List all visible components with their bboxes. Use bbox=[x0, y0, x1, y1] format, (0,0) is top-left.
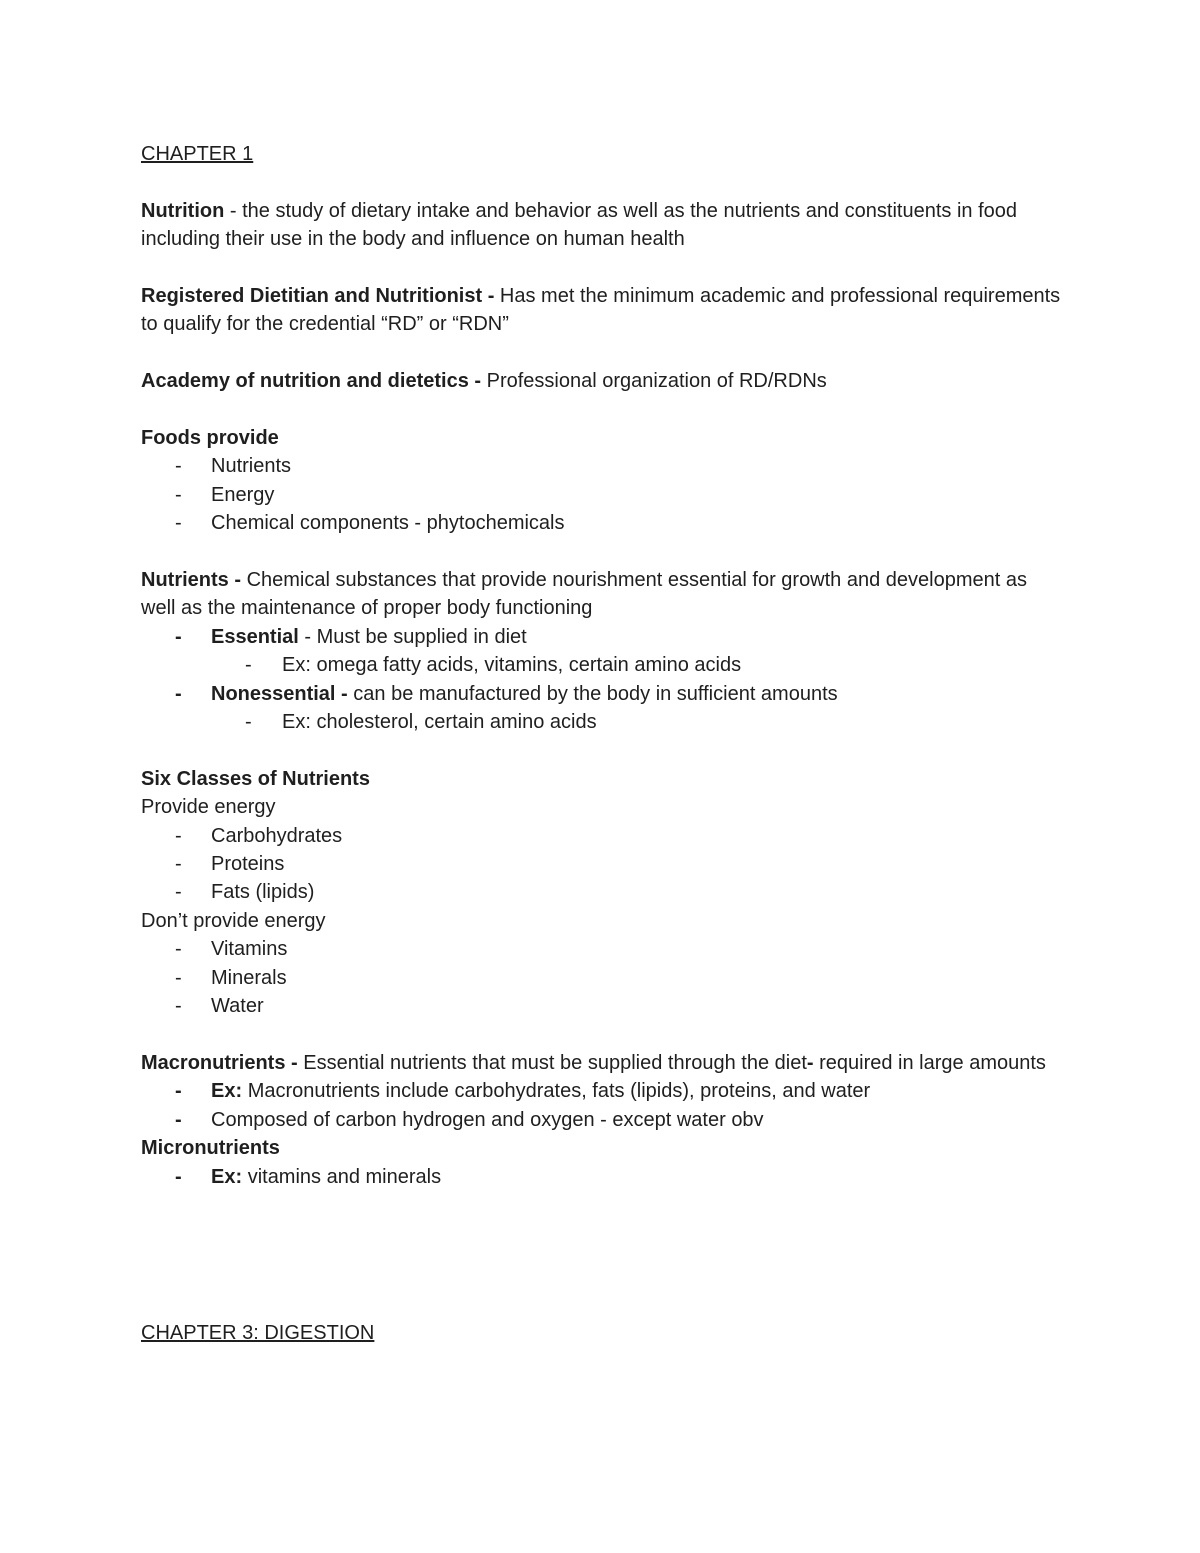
list-item-nonessential: - Nonessential - can be manufactured by the body in sufficient amounts bbox=[141, 680, 1061, 708]
bullet-dash: - bbox=[175, 483, 182, 506]
list-item: - Composed of carbon hydrogen and oxygen - except water obv bbox=[141, 1106, 1061, 1134]
list-item: - Nutrients bbox=[141, 452, 1061, 480]
bullet-dash: - bbox=[245, 711, 252, 734]
rd-definition bbox=[141, 282, 1061, 339]
bullet-dash: - bbox=[175, 625, 182, 648]
nutrients-definition bbox=[141, 566, 1061, 623]
list-item: - Minerals bbox=[141, 964, 1061, 992]
bullet-dash: - bbox=[175, 853, 182, 876]
list-item: - Chemical components - phytochemicals bbox=[141, 509, 1061, 537]
bullet-dash: - bbox=[175, 938, 182, 961]
macronutrients-definition: Macronutrients - Essential nutrients that must be supplied through the diet- required in large amounts bbox=[141, 1051, 1046, 1074]
list-item: - Fats (lipids) bbox=[141, 878, 1061, 906]
chapter-1-heading: CHAPTER 1 bbox=[141, 143, 254, 165]
list-item: - Carbohydrates bbox=[141, 822, 1061, 850]
rd-term: Registered Dietitian and Nutritionist - bbox=[141, 285, 500, 307]
rd-text: Has met the minimum academic and professional requirements to qualify for the credential “RD” or “RDN” bbox=[141, 285, 1061, 336]
list-item: - Ex: vitamins and minerals bbox=[141, 1163, 1061, 1191]
nutrition-definition bbox=[141, 197, 1061, 254]
list-subitem: - Ex: omega fatty acids, vitamins, certain amino acids bbox=[141, 651, 1061, 679]
macronutrients-term: Macronutrients - bbox=[141, 1051, 304, 1074]
bullet-dash: - bbox=[175, 512, 182, 535]
bullet-dash: - bbox=[175, 1080, 182, 1103]
bullet-dash: - bbox=[175, 966, 182, 989]
list-item: - Energy bbox=[141, 481, 1061, 509]
nutrition-text: - the study of dietary intake and behavior as well as the nutrients and constituents in food including their use in the body and influence on human health bbox=[141, 199, 1018, 251]
provide-energy-label: Provide energy bbox=[141, 796, 276, 819]
bullet-dash: - bbox=[175, 682, 182, 705]
list-item: - Proteins bbox=[141, 850, 1061, 878]
list-subitem: - Ex: cholesterol, certain amino acids bbox=[141, 708, 1061, 736]
bullet-dash: - bbox=[175, 1108, 182, 1131]
list-item: - Ex: Macronutrients include carbohydrates, fats (lipids), proteins, and water bbox=[141, 1077, 1061, 1105]
document-body bbox=[141, 140, 1061, 1347]
nutrients-text: Chemical substances that provide nourishment essential for growth and development as well as the maintenance of proper body functioning bbox=[141, 569, 1027, 620]
bullet-dash: - bbox=[175, 824, 182, 847]
bullet-dash: - bbox=[245, 654, 252, 677]
six-classes-heading: Six Classes of Nutrients bbox=[141, 767, 370, 790]
bullet-dash: - bbox=[175, 995, 182, 1018]
nutrients-term: Nutrients - bbox=[141, 569, 247, 592]
no-energy-label: Don’t provide energy bbox=[141, 909, 326, 932]
foods-provide-heading: Foods provide bbox=[141, 427, 279, 449]
academy-term: Academy of nutrition and dietetics - bbox=[141, 370, 487, 393]
academy-definition bbox=[141, 367, 1061, 395]
bullet-dash: - bbox=[175, 455, 182, 478]
list-item-essential: - Essential - Must be supplied in diet bbox=[141, 623, 1061, 651]
list-item: - Vitamins bbox=[141, 935, 1061, 963]
chapter-3-heading: CHAPTER 3: DIGESTION bbox=[141, 1321, 375, 1344]
bullet-dash: - bbox=[175, 881, 182, 904]
bullet-dash: - bbox=[175, 1165, 182, 1188]
academy-text: Professional organization of RD/RDNs bbox=[486, 370, 827, 393]
list-item: - Water bbox=[141, 992, 1061, 1020]
micronutrients-heading: Micronutrients bbox=[141, 1137, 280, 1160]
nutrition-term: Nutrition bbox=[141, 199, 225, 222]
